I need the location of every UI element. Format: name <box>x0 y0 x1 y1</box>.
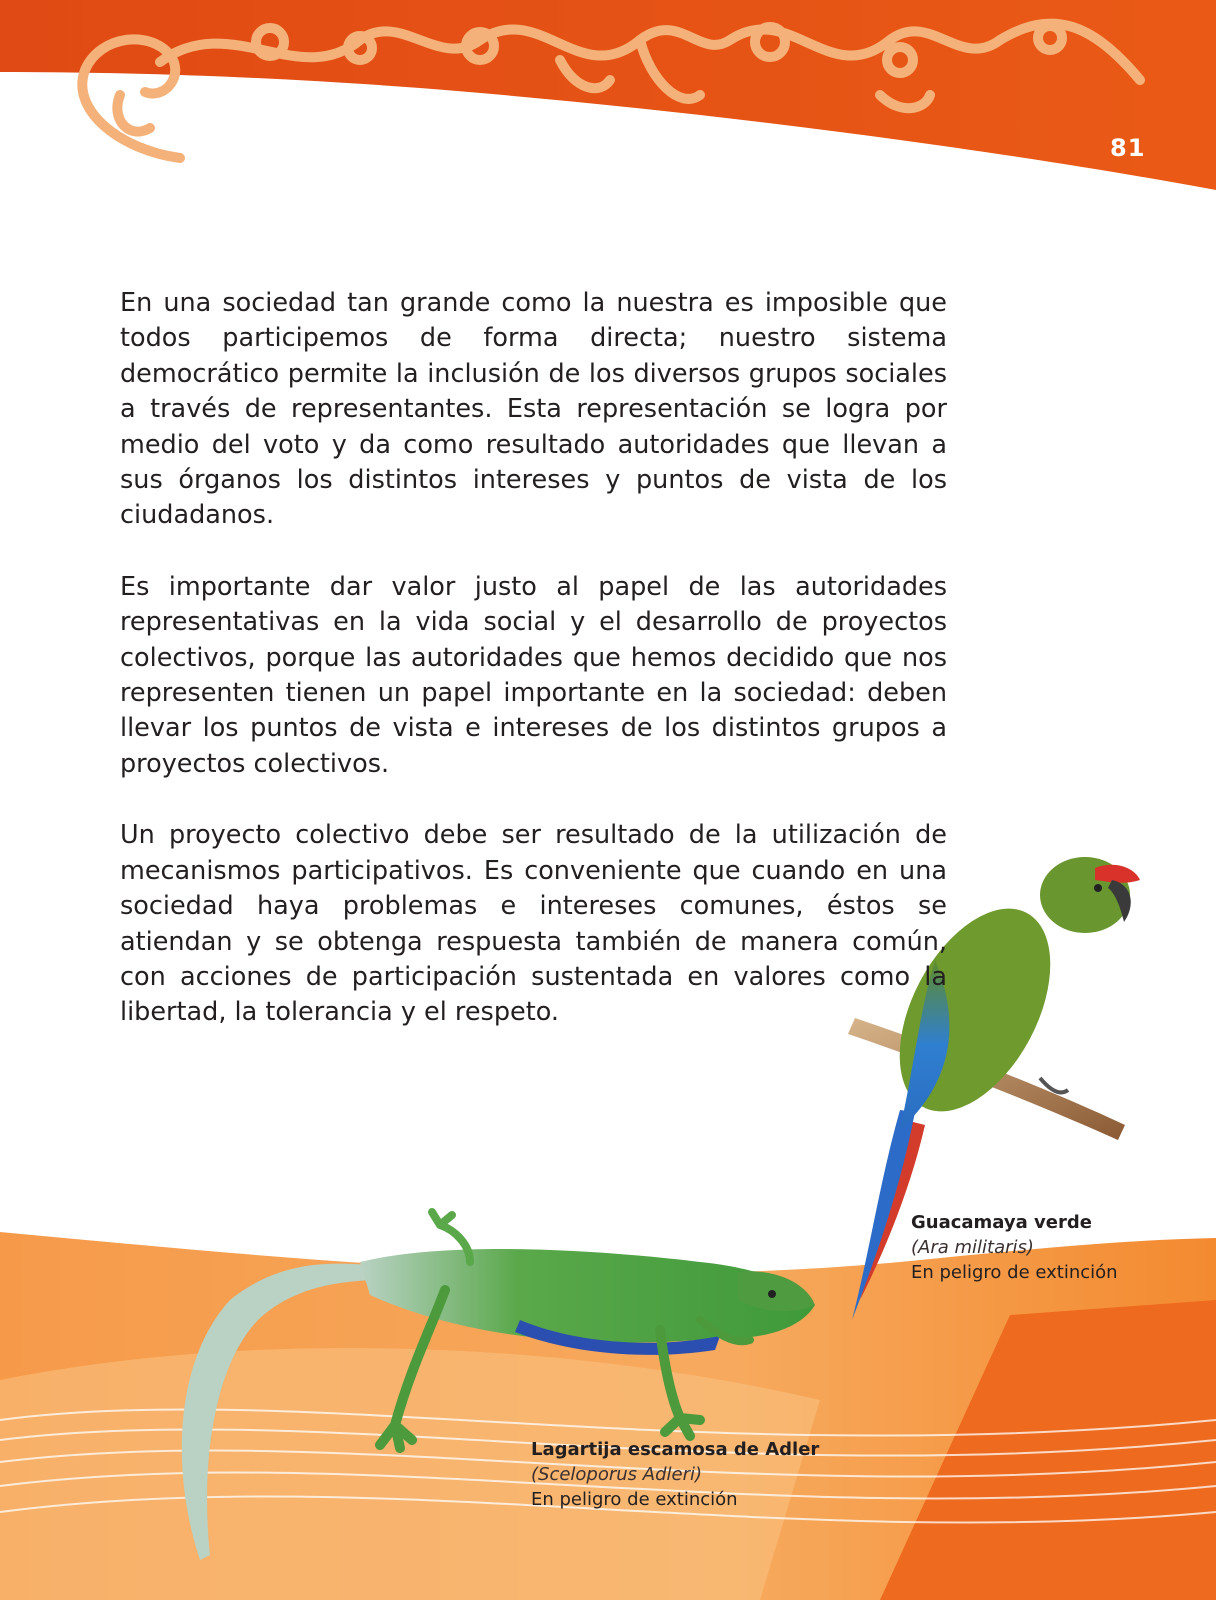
lizard-caption-scientific-name: (Sceloporus Adleri) <box>531 1464 703 1485</box>
parrot-caption <box>911 1210 1151 1285</box>
paragraph-3: Un proyecto colectivo debe ser resultado de la utilización de mecanismos participativos. Es conveniente que cuando en una sociedad haya problemas e intereses comunes, éstos se atiendan y se obtenga respuesta también de manera común, con acciones de participación sustentada en valores como la libertad, la tolerancia y el respeto. <box>120 820 947 1028</box>
page-number: 81 <box>1110 134 1146 162</box>
lizard-caption-status: En peligro de extinción <box>531 1489 738 1510</box>
lizard-caption-title: Lagartija escamosa de Adler <box>531 1439 820 1460</box>
paragraph-2: Es importante dar valor justo al papel de las autoridades representativas en la vida social y el desarrollo de proyectos colectivos, porque las autoridades que hemos decidido que nos representen tienen un papel importante en la sociedad: deben llevar los puntos de vista e intereses de los distintos grupos a proyectos colectivos. <box>120 571 947 779</box>
parrot-caption-scientific-name: (Ara militaris) <box>911 1237 1034 1258</box>
parrot-caption-title: Guacamaya verde <box>911 1212 1092 1233</box>
paragraph-1: En una sociedad tan grande como la nuestra es imposible que todos participemos de forma directa; nuestro sistema democrático permite la inclusión de los diversos grupos sociales a través de representantes. Esta representación se logra por medio del voto y da como resultado autoridades que llevan a sus órganos los distintos intereses y puntos de vista de los ciudadanos. <box>120 288 947 531</box>
body-text <box>120 286 947 1067</box>
parrot-caption-status: En peligro de extinción <box>911 1262 1118 1283</box>
lizard-caption <box>531 1437 831 1512</box>
